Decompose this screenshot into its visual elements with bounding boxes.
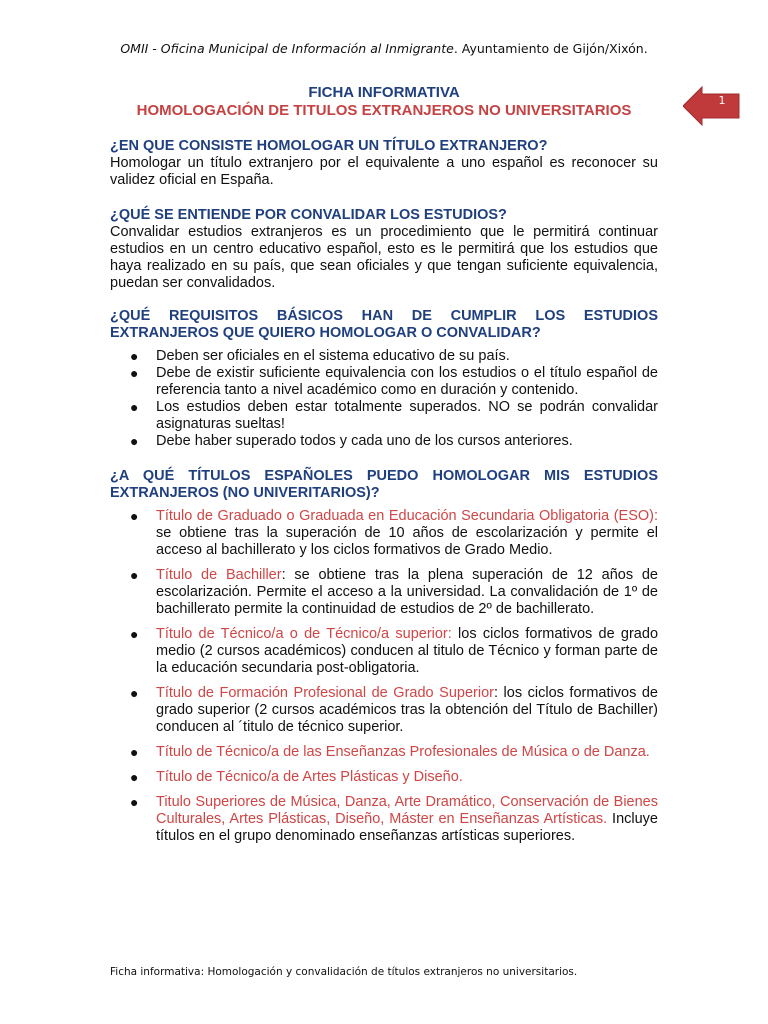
bullet-icon: ● (130, 685, 139, 701)
title-name: Título de Técnico/a de las Enseñanzas Profesionales de Música o de Danza. (156, 744, 650, 760)
list-item (110, 685, 658, 736)
list-item-text: Debe de existir suficiente equivalencia con los estudios o el título español de referencia tanto a nivel académico como en duración y contenido. (156, 365, 658, 398)
titles-list (110, 508, 658, 845)
list-item (110, 626, 658, 677)
list-item (110, 433, 658, 450)
bullet-icon: ● (130, 348, 139, 364)
title-line-2: HOMOLOGACIÓN DE TITULOS EXTRANJEROS NO UNIVERSITARIOS (136, 102, 632, 119)
bullet-icon: ● (130, 744, 139, 760)
bullet-icon: ● (130, 508, 139, 524)
title-name: Título de Graduado o Graduada en Educación Secundaria Obligatoria (ESO): (156, 508, 658, 524)
bullet-icon: ● (130, 365, 139, 381)
page-number: 1 (718, 94, 726, 107)
bullet-icon: ● (130, 626, 139, 642)
list-item-text: Los estudios deben estar totalmente superados. NO se podrán convalidar asignaturas sueltas! (156, 399, 658, 432)
title-name: Titulo Superiores de Música, Danza, Arte Dramático, Conservación de Bienes Culturales, Artes Plásticas, Diseño, Máster en Enseñanzas Artísticas. (156, 794, 658, 827)
bullet-icon: ● (130, 433, 139, 449)
list-item (110, 348, 658, 365)
section-heading: ¿A QUÉ TÍTULOS ESPAÑOLES PUEDO HOMOLOGAR MIS ESTUDIOS EXTRANJEROS (NO UNIVERITARIOS)? (110, 468, 658, 501)
section-heading: ¿QUÉ REQUISITOS BÁSICOS HAN DE CUMPLIR LOS ESTUDIOS EXTRANJEROS QUE QUIERO HOMOLOGAR O CONVALIDAR? (110, 308, 658, 341)
title-name: Título de Técnico/a de Artes Plásticas y Diseño. (156, 769, 463, 785)
list-item-text: Deben ser oficiales en el sistema educativo de su país. (156, 348, 510, 364)
title-description: los ciclos formativos de grado medio (2 cursos académicos) conducen al titulo de Técnico y forman parte de la educación secundaria post-obligatoria. (156, 626, 659, 676)
section-convalidar (110, 207, 658, 292)
section-heading: ¿EN QUE CONSISTE HOMOLOGAR UN TÍTULO EXTRANJERO? (110, 138, 548, 154)
title-description: se obtiene tras la superación de 10 años de escolarización y permite el acceso al bachillerato y los ciclos formativos de Grado Medio. (156, 525, 658, 558)
header-organization: OMII - Oficina Municipal de Información al Inmigrante (120, 41, 454, 56)
list-item (110, 769, 658, 786)
title-description: Incluye títulos en el grupo denominado enseñanzas artísticas superiores. (156, 811, 658, 844)
list-item (110, 744, 658, 761)
list-item (110, 399, 658, 433)
section-requisitos (110, 308, 658, 450)
bullet-icon: ● (130, 567, 139, 583)
title-name: Título de Formación Profesional de Grado Superior (156, 685, 494, 701)
bullet-icon: ● (130, 794, 139, 810)
list-item-text: Debe haber superado todos y cada uno de los cursos anteriores. (156, 433, 573, 449)
section-homologar (110, 138, 658, 189)
list-item (110, 567, 658, 618)
title-description: : se obtiene tras la plena superación de 12 años de escolarización. Permite el acceso a la universidad. La convalidación de 1º de bachillerato permite la continuidad de estudios de 2º de bachillerato. (156, 567, 658, 617)
bullet-icon: ● (130, 399, 139, 415)
requirements-list (110, 348, 658, 450)
section-body: Homologar un título extranjero por el equivalente a uno español es reconocer su validez oficial en España. (110, 155, 658, 188)
page-footer: Ficha informativa: Homologación y convalidación de títulos extranjeros no universitarios. (110, 966, 578, 978)
document-title (110, 84, 658, 120)
page-number-badge (683, 86, 741, 126)
document-body (110, 138, 658, 853)
page-header (0, 41, 768, 56)
section-heading: ¿QUÉ SE ENTIENDE POR CONVALIDAR LOS ESTUDIOS? (110, 207, 507, 223)
list-item (110, 794, 658, 845)
title-description: : los ciclos formativos de grado superior (2 cursos académicos tras la obtención del Título de Bachiller) conducen al ´titulo de técnico superior. (156, 685, 658, 735)
title-name: Título de Bachiller (156, 567, 282, 583)
section-titulos (110, 468, 658, 845)
list-item (110, 508, 658, 559)
list-item (110, 365, 658, 399)
title-line-1: FICHA INFORMATIVA (308, 84, 460, 101)
section-body: Convalidar estudios extranjeros es un procedimiento que le permitirá continuar estudios en un centro educativo español, esto es le permitirá que los estudios que haya realizado en su país, que sean oficiales y que tengan suficiente equivalencia, puedan ser convalidados. (110, 224, 658, 291)
title-name: Título de Técnico/a o de Técnico/a superior: (156, 626, 452, 642)
bullet-icon: ● (130, 769, 139, 785)
header-suffix: . Ayuntamiento de Gijón/Xixón. (453, 41, 648, 56)
